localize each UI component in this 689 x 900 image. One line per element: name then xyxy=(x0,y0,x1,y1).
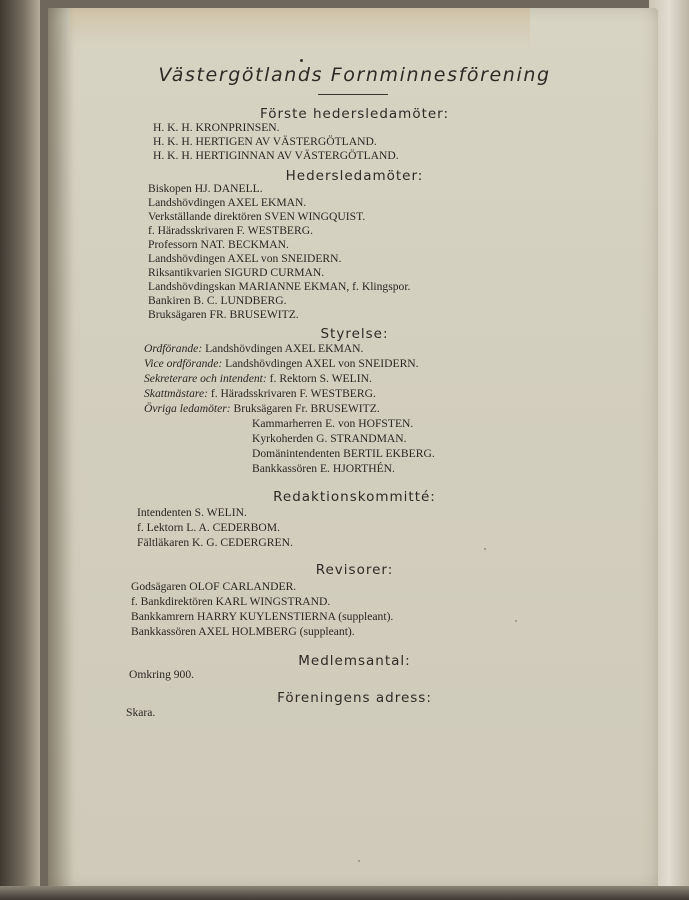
styrelse-member: f. Häradsskrivaren F. WESTBERG. xyxy=(210,387,376,400)
forste-hedersledamot-line: H. K. H. HERTIGINNAN AV VÄSTERGÖTLAND. xyxy=(153,149,399,162)
hedersledamot-line: Landshövdingen AXEL von SNEIDERN. xyxy=(148,252,342,265)
styrelse-member-line: Kammarherren E. von HOFSTEN. xyxy=(252,417,414,430)
medlemsantal-value: Omkring 900. xyxy=(129,668,195,681)
forste-hedersledamot-line: H. K. H. HERTIGEN AV VÄSTERGÖTLAND. xyxy=(153,135,377,148)
book-edge-left xyxy=(0,0,40,900)
revisor-line: f. Bankdirektören KARL WINGSTRAND. xyxy=(131,595,331,608)
forste-hedersledamot-line: H. K. H. KRONPRINSEN. xyxy=(153,121,280,134)
book-edge-bottom xyxy=(0,886,689,900)
styrelse-row xyxy=(144,402,380,416)
styrelse-row xyxy=(144,372,372,386)
revisor-line: Bankkassören AXEL HOLMBERG (suppleant). xyxy=(131,625,355,638)
title-dot xyxy=(300,59,303,62)
styrelse-member-line: Kyrkoherden G. STRANDMAN. xyxy=(252,432,407,445)
styrelse-member: Bruksägaren Fr. BRUSEWITZ. xyxy=(233,402,380,415)
heading-medlemsantal: Medlemsantal: xyxy=(298,653,411,669)
hedersledamot-line: Riksantikvarien SIGURD CURMAN. xyxy=(148,266,325,279)
styrelse-role: Sekreterare och intendent: xyxy=(144,372,267,385)
styrelse-role: Skattmästare: xyxy=(144,387,208,400)
styrelse-row xyxy=(144,342,363,356)
styrelse-member: Landshövdingen AXEL von SNEIDERN. xyxy=(225,357,419,370)
heading-styrelse: Styrelse: xyxy=(320,326,389,342)
redaktion-line: Intendenten S. WELIN. xyxy=(137,506,247,519)
heading-forste-hedersledamoter: Förste hedersledamöter: xyxy=(259,106,450,122)
revisor-line: Bankkamrern HARRY KUYLENSTIERNA (suppleant). xyxy=(131,610,394,623)
styrelse-member-line: Domänintendenten BERTIL EKBERG. xyxy=(252,447,435,460)
styrelse-row xyxy=(144,357,419,371)
hedersledamot-line: Verkställande direktören SVEN WINGQUIST. xyxy=(148,210,366,223)
styrelse-row xyxy=(144,387,376,401)
heading-redaktionskommitte: Redaktionskommitté: xyxy=(273,489,436,505)
styrelse-member: Landshövdingen AXEL EKMAN. xyxy=(205,342,364,355)
redaktion-line: Fältläkaren K. G. CEDERGREN. xyxy=(137,536,293,549)
hedersledamot-line: Professorn NAT. BECKMAN. xyxy=(148,238,289,251)
styrelse-role: Vice ordförande: xyxy=(144,357,223,370)
paper-speck xyxy=(515,620,517,622)
paper-speck xyxy=(484,548,486,550)
title-underline xyxy=(318,94,388,95)
heading-hedersledamoter: Hedersledamöter: xyxy=(285,168,424,184)
revisor-line: Godsägaren OLOF CARLANDER. xyxy=(131,580,297,593)
hedersledamot-line: Landshövdingskan MARIANNE EKMAN, f. Klingspor. xyxy=(148,280,411,293)
hedersledamot-line: f. Häradsskrivaren F. WESTBERG. xyxy=(148,224,314,237)
hedersledamot-line: Biskopen HJ. DANELL. xyxy=(148,182,263,195)
styrelse-role: Ordförande: xyxy=(144,342,203,355)
heading-foreningens-adress: Föreningens adress: xyxy=(277,690,432,706)
hedersledamot-line: Bankiren B. C. LUNDBERG. xyxy=(148,294,287,307)
adress-value: Skara. xyxy=(126,706,156,719)
page-spine-shadow xyxy=(48,8,74,888)
page-title: Västergötlands Fornminnesförening xyxy=(158,64,551,86)
hedersledamot-line: Landshövdingen AXEL EKMAN. xyxy=(148,196,307,209)
styrelse-member-line: Bankkassören E. HJORTHÉN. xyxy=(252,462,395,475)
paper-speck xyxy=(358,860,360,862)
styrelse-role: Övriga ledamöter: xyxy=(144,402,231,415)
redaktion-line: f. Lektorn L. A. CEDERBOM. xyxy=(137,521,280,534)
page-stain xyxy=(70,8,530,48)
hedersledamot-line: Bruksägaren FR. BRUSEWITZ. xyxy=(148,308,299,321)
styrelse-member: f. Rektorn S. WELIN. xyxy=(269,372,372,385)
heading-revisorer: Revisorer: xyxy=(315,562,394,578)
